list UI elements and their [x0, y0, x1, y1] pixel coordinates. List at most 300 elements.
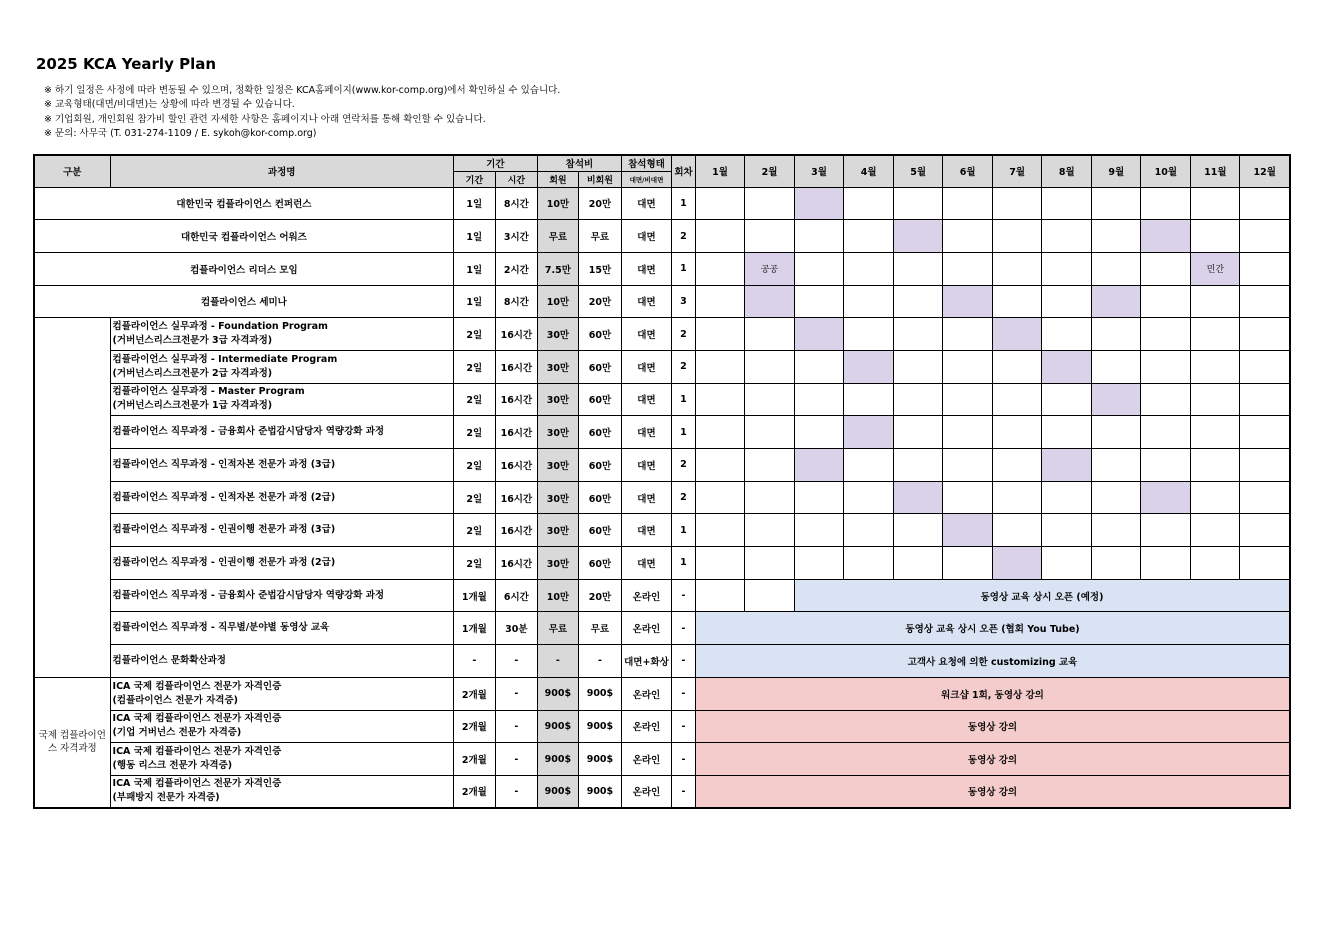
fee-member: 30만 [537, 481, 578, 514]
month-cell-apr [844, 187, 894, 220]
month-cell-feb [745, 579, 795, 612]
table-row [34, 383, 1290, 416]
table-row [34, 677, 1290, 710]
month-cell-oct [1141, 350, 1191, 383]
month-cell-apr [844, 220, 894, 253]
month-cell-aug [1042, 187, 1092, 220]
month-cell-oct [1141, 547, 1191, 580]
header-fee: 참석비 [537, 155, 621, 171]
course-name-line1: 컴플라이언스 실무과정 - Foundation Program [112, 321, 328, 333]
category-training [34, 318, 110, 678]
duration-period: 1일 [453, 252, 495, 285]
sessions: 1 [671, 252, 695, 285]
format: 대면 [621, 547, 671, 580]
month-cell-jul [993, 252, 1042, 285]
month-cell-nov [1191, 547, 1240, 580]
format: 대면 [621, 350, 671, 383]
course-name [110, 547, 453, 580]
fee-nonmember: 60만 [578, 481, 621, 514]
header-month-1: 1월 [696, 155, 745, 187]
course-name [110, 612, 453, 645]
format: 대면 [621, 449, 671, 482]
table-row [34, 416, 1290, 449]
sessions: - [671, 612, 695, 645]
course-name-line1: 컴플라이언스 직무과정 - 인적자본 전문가 과정 (2급) [112, 491, 336, 503]
sessions: 1 [671, 383, 695, 416]
sessions: 1 [671, 416, 695, 449]
duration-hours: 16시간 [495, 318, 537, 351]
sessions: 2 [671, 350, 695, 383]
fee-member: 30만 [537, 514, 578, 547]
month-cell-aug [1042, 252, 1092, 285]
month-cell-jul [993, 481, 1042, 514]
course-name-line2: (기업 거버넌스 전문가 자격증) [112, 727, 242, 739]
month-cell-dec [1240, 416, 1290, 449]
duration-period: 2일 [453, 449, 495, 482]
month-cell-jan [696, 547, 745, 580]
duration-hours: - [495, 775, 537, 808]
duration-period: 2개월 [453, 743, 495, 776]
format: 대면 [621, 383, 671, 416]
month-cell-may [894, 416, 943, 449]
fee-member: 30만 [537, 383, 578, 416]
duration-period: 1개월 [453, 612, 495, 645]
month-cell-may [894, 383, 943, 416]
month-cell-mar [795, 514, 844, 547]
format: 대면+화상 [621, 645, 671, 678]
header-month-2: 2월 [745, 155, 795, 187]
fee-nonmember: - [578, 645, 621, 678]
month-cell-aug [1042, 416, 1092, 449]
sessions: - [671, 579, 695, 612]
header-course: 과정명 [110, 155, 453, 187]
month-cell-sep [1092, 514, 1141, 547]
month-cell-dec [1240, 187, 1290, 220]
sessions: 2 [671, 449, 695, 482]
fee-nonmember: 60만 [578, 383, 621, 416]
duration-period: 2일 [453, 481, 495, 514]
table-row [34, 252, 1290, 285]
header-month-7: 7월 [993, 155, 1042, 187]
format: 온라인 [621, 775, 671, 808]
sessions: - [671, 677, 695, 710]
course-name: 컴플라이언스 리더스 모임 [34, 252, 453, 285]
table-body [34, 187, 1290, 808]
header-month-5: 5월 [894, 155, 943, 187]
course-name-line1: ICA 국제 컴플라이언스 전문가 자격인증 [112, 746, 282, 758]
format: 대면 [621, 416, 671, 449]
month-cell-dec [1240, 252, 1290, 285]
month-cell-oct [1141, 285, 1191, 318]
fee-member: 7.5만 [537, 252, 578, 285]
duration-period: 2일 [453, 350, 495, 383]
fee-nonmember: 60만 [578, 350, 621, 383]
sessions: 1 [671, 514, 695, 547]
online-span: 동영상 강의 [696, 743, 1291, 776]
course-name [110, 350, 453, 383]
month-cell-sep [1092, 383, 1141, 416]
month-cell-jan [696, 481, 745, 514]
month-cell-sep [1092, 547, 1141, 580]
course-name [110, 481, 453, 514]
course-name [110, 677, 453, 710]
sessions: 1 [671, 187, 695, 220]
month-cell-sep [1092, 252, 1141, 285]
category-certification: 국제 컴플라이언스 자격과정 [34, 677, 110, 808]
month-cell-mar [795, 187, 844, 220]
month-cell-feb [745, 514, 795, 547]
month-cell-nov [1191, 383, 1240, 416]
duration-hours: 16시간 [495, 449, 537, 482]
course-name-line1: 컴플라이언스 직무과정 - 금융회사 준법감시담당자 역량강화 과정 [112, 589, 385, 601]
table-row [34, 743, 1290, 776]
month-cell-jun [943, 547, 993, 580]
format: 온라인 [621, 710, 671, 743]
course-name [110, 775, 453, 808]
sessions: 1 [671, 547, 695, 580]
fee-member: 900$ [537, 677, 578, 710]
month-cell-jan [696, 514, 745, 547]
month-cell-apr [844, 285, 894, 318]
course-name [110, 514, 453, 547]
month-cell-aug [1042, 481, 1092, 514]
month-cell-mar [795, 350, 844, 383]
format: 대면 [621, 514, 671, 547]
format: 대면 [621, 318, 671, 351]
header-month-4: 4월 [844, 155, 894, 187]
duration-period: 1일 [453, 220, 495, 253]
month-cell-jan [696, 318, 745, 351]
month-cell-jul [993, 350, 1042, 383]
sessions: - [671, 775, 695, 808]
month-cell-jul [993, 449, 1042, 482]
month-cell-may [894, 318, 943, 351]
fee-member: 무료 [537, 612, 578, 645]
month-cell-feb [745, 481, 795, 514]
online-span: 고객사 요청에 의한 customizing 교육 [696, 645, 1291, 678]
header-month-11: 11월 [1191, 155, 1240, 187]
duration-period: 1개월 [453, 579, 495, 612]
header-month-9: 9월 [1092, 155, 1141, 187]
fee-member: 30만 [537, 547, 578, 580]
note-contact: ※ 문의: 사무국 (T. 031-274-1109 / E. sykoh@kor-comp.org) [44, 128, 317, 140]
course-name-line2: (부패방지 전문가 자격증) [112, 792, 220, 804]
month-cell-feb [745, 547, 795, 580]
month-cell-jan [696, 285, 745, 318]
format: 온라인 [621, 743, 671, 776]
fee-member: 900$ [537, 710, 578, 743]
month-cell-dec [1240, 383, 1290, 416]
fee-nonmember: 900$ [578, 743, 621, 776]
month-cell-may [894, 285, 943, 318]
month-cell-apr [844, 252, 894, 285]
note-discount: ※ 기업회원, 개인회원 참가비 할인 관련 자세한 사항은 홈페이지나 아래 연락처를 통해 확인할 수 있습니다. [44, 113, 486, 125]
course-name [110, 579, 453, 612]
header-duration-period: 기간 [453, 171, 495, 187]
fee-member: 30만 [537, 416, 578, 449]
month-cell-oct [1141, 252, 1191, 285]
month-cell-feb [745, 220, 795, 253]
month-cell-jul [993, 285, 1042, 318]
month-cell-jul [993, 383, 1042, 416]
month-cell-aug [1042, 449, 1092, 482]
header-fee-member: 회원 [537, 171, 578, 187]
fee-member: 10만 [537, 187, 578, 220]
month-cell-feb [745, 285, 795, 318]
month-cell-nov [1191, 514, 1240, 547]
table-row [34, 710, 1290, 743]
table-row [34, 318, 1290, 351]
month-cell-mar [795, 252, 844, 285]
course-name-line1: 컴플라이언스 실무과정 - Intermediate Program [112, 353, 338, 365]
month-cell-oct [1141, 187, 1191, 220]
format: 대면 [621, 285, 671, 318]
duration-period: 1일 [453, 187, 495, 220]
duration-hours: - [495, 645, 537, 678]
month-cell-mar [795, 220, 844, 253]
month-cell-mar [795, 285, 844, 318]
course-name-line2: (거버넌스리스크전문가 1급 자격과정) [112, 400, 273, 412]
fee-member: 30만 [537, 318, 578, 351]
month-cell-nov [1191, 285, 1240, 318]
month-cell-jul [993, 416, 1042, 449]
course-name [110, 743, 453, 776]
duration-hours: 16시간 [495, 383, 537, 416]
month-cell-sep [1092, 187, 1141, 220]
duration-period: - [453, 645, 495, 678]
month-cell-dec [1240, 449, 1290, 482]
table-row [34, 285, 1290, 318]
course-name-line2: (거버넌스리스크전문가 2급 자격과정) [112, 367, 273, 379]
month-cell-nov [1191, 350, 1240, 383]
fee-member: 10만 [537, 579, 578, 612]
format: 온라인 [621, 612, 671, 645]
month-cell-jun [943, 220, 993, 253]
month-cell-nov: 민간 [1191, 252, 1240, 285]
header-duration-hours: 시간 [495, 171, 537, 187]
month-cell-feb [745, 449, 795, 482]
month-cell-dec [1240, 547, 1290, 580]
header-month-12: 12월 [1240, 155, 1290, 187]
month-cell-jun [943, 514, 993, 547]
duration-period: 2개월 [453, 775, 495, 808]
format: 대면 [621, 187, 671, 220]
fee-member: - [537, 645, 578, 678]
month-cell-may [894, 514, 943, 547]
duration-hours: 16시간 [495, 481, 537, 514]
table-row [34, 449, 1290, 482]
month-cell-sep [1092, 449, 1141, 482]
month-cell-sep [1092, 285, 1141, 318]
month-cell-jul [993, 187, 1042, 220]
month-cell-sep [1092, 318, 1141, 351]
month-cell-nov [1191, 416, 1240, 449]
month-cell-jan [696, 187, 745, 220]
month-cell-mar [795, 318, 844, 351]
duration-period: 2개월 [453, 677, 495, 710]
month-cell-jan [696, 449, 745, 482]
month-cell-dec [1240, 514, 1290, 547]
month-cell-jun [943, 449, 993, 482]
month-cell-oct [1141, 383, 1191, 416]
sessions: - [671, 710, 695, 743]
course-name-line1: 컴플라이언스 직무과정 - 직무별/분야별 동영상 교육 [112, 622, 330, 634]
month-cell-sep [1092, 481, 1141, 514]
fee-nonmember: 60만 [578, 514, 621, 547]
duration-period: 1일 [453, 285, 495, 318]
duration-hours: - [495, 743, 537, 776]
month-cell-jun [943, 252, 993, 285]
month-cell-feb: 공공 [745, 252, 795, 285]
fee-nonmember: 20만 [578, 285, 621, 318]
course-name [110, 318, 453, 351]
course-name-line1: 컴플라이언스 직무과정 - 인적자본 전문가 과정 (3급) [112, 458, 336, 470]
online-span: 동영상 강의 [696, 775, 1291, 808]
fee-nonmember: 20만 [578, 579, 621, 612]
course-name-line1: 컴플라이언스 직무과정 - 인권이행 전문가 과정 (2급) [112, 556, 336, 568]
month-cell-may [894, 252, 943, 285]
header-month-8: 8월 [1042, 155, 1092, 187]
course-name-line2: (행동 리스크 전문가 자격증) [112, 760, 233, 772]
month-cell-apr [844, 481, 894, 514]
month-cell-mar [795, 383, 844, 416]
month-cell-aug [1042, 220, 1092, 253]
course-name [110, 710, 453, 743]
header-format: 참석형태 [621, 155, 671, 171]
month-cell-dec [1240, 285, 1290, 318]
month-cell-jul [993, 220, 1042, 253]
month-cell-jun [943, 350, 993, 383]
month-cell-oct [1141, 449, 1191, 482]
fee-nonmember: 무료 [578, 220, 621, 253]
yearly-plan-table [33, 154, 1291, 809]
duration-period: 2일 [453, 318, 495, 351]
month-cell-jan [696, 252, 745, 285]
duration-hours: - [495, 710, 537, 743]
month-cell-mar [795, 481, 844, 514]
month-cell-apr [844, 383, 894, 416]
course-name-line2: (컴플라이언스 전문가 자격증) [112, 694, 238, 706]
month-cell-may [894, 547, 943, 580]
format: 대면 [621, 220, 671, 253]
fee-nonmember: 60만 [578, 547, 621, 580]
duration-hours: 8시간 [495, 187, 537, 220]
online-span: 워크샵 1회, 동영상 강의 [696, 677, 1291, 710]
month-cell-aug [1042, 514, 1092, 547]
fee-member: 900$ [537, 775, 578, 808]
month-cell-nov [1191, 449, 1240, 482]
course-name-line2: (거버넌스리스크전문가 3급 자격과정) [112, 335, 273, 347]
duration-hours: 16시간 [495, 416, 537, 449]
month-cell-mar [795, 449, 844, 482]
fee-nonmember: 60만 [578, 416, 621, 449]
fee-nonmember: 900$ [578, 775, 621, 808]
header-month-3: 3월 [795, 155, 844, 187]
month-cell-may [894, 220, 943, 253]
month-cell-apr [844, 350, 894, 383]
course-name-line1: 컴플라이언스 직무과정 - 금융회사 준법감시담당자 역량강화 과정 [112, 426, 385, 438]
table-row [34, 645, 1290, 678]
month-cell-oct [1141, 220, 1191, 253]
course-name: 컴플라이언스 세미나 [34, 285, 453, 318]
fee-member: 30만 [537, 350, 578, 383]
duration-hours: 16시간 [495, 547, 537, 580]
month-cell-may [894, 481, 943, 514]
online-span: 동영상 강의 [696, 710, 1291, 743]
course-name [110, 645, 453, 678]
table-row [34, 612, 1290, 645]
duration-hours: - [495, 677, 537, 710]
month-cell-aug [1042, 350, 1092, 383]
duration-hours: 2시간 [495, 252, 537, 285]
sessions: 2 [671, 220, 695, 253]
month-cell-jan [696, 350, 745, 383]
course-name-line1: 컴플라이언스 실무과정 - Master Program [112, 386, 305, 398]
header-duration: 기간 [453, 155, 537, 171]
month-cell-dec [1240, 350, 1290, 383]
fee-nonmember: 900$ [578, 710, 621, 743]
month-cell-dec [1240, 481, 1290, 514]
month-cell-apr [844, 449, 894, 482]
duration-hours: 6시간 [495, 579, 537, 612]
format: 대면 [621, 252, 671, 285]
month-cell-apr [844, 318, 894, 351]
header-fee-nonmember: 비회원 [578, 171, 621, 187]
sessions: - [671, 645, 695, 678]
fee-nonmember: 60만 [578, 318, 621, 351]
header-sessions: 회차 [671, 155, 695, 187]
duration-period: 2일 [453, 383, 495, 416]
month-cell-aug [1042, 547, 1092, 580]
note-schedule: ※ 하기 일정은 사정에 따라 변동될 수 있으며, 정확한 일정은 KCA홈페이지(www.kor-comp.org)에서 확인하실 수 있습니다. [44, 85, 561, 96]
online-span: 동영상 교육 상시 오픈 (협회 You Tube) [696, 612, 1291, 645]
course-name-line1: ICA 국제 컴플라이언스 전문가 자격인증 [112, 680, 282, 692]
header-category: 구분 [34, 155, 110, 187]
month-cell-may [894, 350, 943, 383]
duration-hours: 16시간 [495, 350, 537, 383]
table-row [34, 547, 1290, 580]
month-cell-jun [943, 481, 993, 514]
fee-nonmember: 900$ [578, 677, 621, 710]
month-cell-sep [1092, 220, 1141, 253]
month-cell-aug [1042, 383, 1092, 416]
month-cell-jun [943, 187, 993, 220]
month-cell-feb [745, 383, 795, 416]
duration-hours: 30분 [495, 612, 537, 645]
format: 온라인 [621, 579, 671, 612]
duration-hours: 8시간 [495, 285, 537, 318]
course-name-line1: 컴플라이언스 직무과정 - 인권이행 전문가 과정 (3급) [112, 524, 336, 536]
month-cell-sep [1092, 416, 1141, 449]
month-cell-jun [943, 285, 993, 318]
month-cell-mar [795, 547, 844, 580]
table-row [34, 220, 1290, 253]
month-cell-may [894, 449, 943, 482]
duration-period: 2일 [453, 514, 495, 547]
month-cell-oct [1141, 416, 1191, 449]
fee-member: 10만 [537, 285, 578, 318]
duration-period: 2일 [453, 547, 495, 580]
online-span: 동영상 교육 상시 오픈 (예정) [795, 579, 1290, 612]
course-name-line1: 컴플라이언스 문화확산과정 [112, 654, 226, 666]
course-name [110, 449, 453, 482]
header-month-10: 10월 [1141, 155, 1191, 187]
month-cell-oct [1141, 318, 1191, 351]
fee-nonmember: 무료 [578, 612, 621, 645]
month-cell-apr [844, 547, 894, 580]
month-cell-nov [1191, 318, 1240, 351]
sessions: 3 [671, 285, 695, 318]
